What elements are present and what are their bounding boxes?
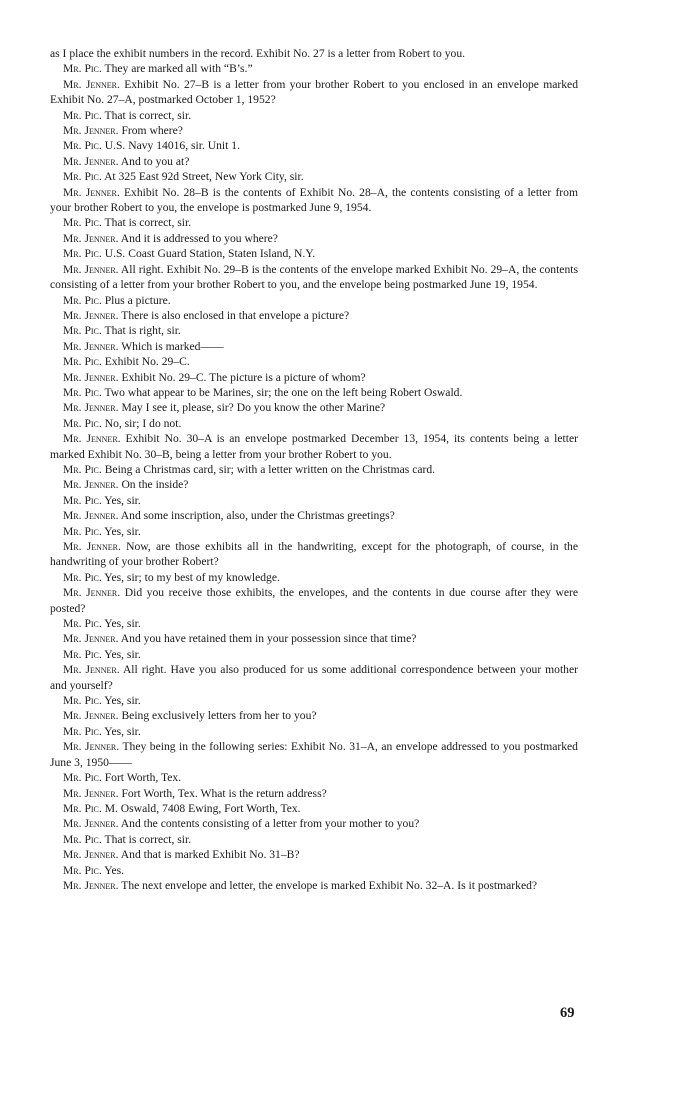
speaker-label: Mr. Pic. [63,771,102,785]
speaker-label: Mr. Pic. [63,801,102,815]
paragraph-text: Yes, sir. [104,647,141,661]
speaker-label: Mr. Pic. [63,724,102,738]
transcript-paragraph [50,708,578,723]
speaker-label: Mr. Jenner. [63,786,119,800]
paragraph-text: That is correct, sir. [104,216,192,230]
speaker-label: Mr. Pic. [63,324,102,338]
transcript-paragraph [50,154,578,169]
transcript-paragraph [50,354,578,369]
paragraph-text: All right. Exhibit No. 29–B is the contents of the envelope marked Exhibit No. 29–A, the contents consisting of a letter from your brother Robert to you, and the envelope being postmarked June 19, 1954. [50,262,578,292]
paragraph-text: Yes. [104,863,125,877]
transcript-paragraph [50,385,578,400]
transcript-paragraph [50,585,578,616]
speaker-label: Mr. Jenner. [63,231,119,245]
paragraph-text: May I see it, please, sir? Do you know the other Marine? [121,401,386,415]
paragraph-text: At 325 East 92d Street, New York City, sir. [104,170,304,184]
paragraph-text: There is also enclosed in that envelope a picture? [121,308,350,322]
speaker-label: Mr. Pic. [63,385,102,399]
paragraph-text: Now, are those exhibits all in the handwriting, except for the photograph, of course, in the handwriting of your brother Robert? [50,540,578,569]
speaker-label: Mr. Pic. [63,170,102,184]
speaker-label: Mr. Jenner. [63,401,119,415]
transcript-paragraph [50,477,578,492]
paragraph-text: Yes, sir. [104,524,141,538]
paragraph-text: as I place the exhibit numbers in the record. Exhibit No. 27 is a letter from Robert to you. [50,47,466,60]
transcript-paragraph [50,108,578,123]
transcript-paragraph [50,847,578,862]
speaker-label: Mr. Pic. [63,524,102,538]
speaker-label: Mr. Jenner. [63,709,119,723]
speaker-label: Mr. Pic. [63,247,102,261]
transcript-paragraph [50,246,578,261]
speaker-label: Mr. Pic. [63,355,102,369]
speaker-label: Mr. Pic. [63,694,102,708]
transcript-paragraph [50,185,578,216]
transcript-page [50,46,578,893]
transcript-paragraph [50,816,578,831]
paragraph-text: And to you at? [120,154,190,168]
transcript-paragraph [50,662,578,693]
transcript-paragraph [50,693,578,708]
transcript-paragraph [50,77,578,108]
speaker-label: Mr. Jenner. [63,848,119,862]
transcript-paragraph [50,863,578,878]
paragraph-text: And the contents consisting of a letter from your mother to you? [120,817,420,831]
speaker-label: Mr. Jenner. [63,632,119,646]
paragraph-text: Exhibit No. 28–B is the contents of Exhibit No. 28–A, the contents consisting of a letter from your brother Robert to you, the envelope is postmarked June 9, 1954. [50,185,578,215]
transcript-paragraph [50,138,578,153]
transcript-paragraph [50,431,578,462]
speaker-label: Mr. Pic. [63,62,102,76]
speaker-label: Mr. Pic. [63,570,102,584]
transcript-paragraph [50,724,578,739]
speaker-label: Mr. Pic. [63,216,102,230]
paragraph-text: Exhibit No. 29–C. The picture is a picture of whom? [121,370,366,384]
transcript-paragraph [50,123,578,138]
paragraph-text: Being a Christmas card, sir; with a letter written on the Christmas card. [104,462,436,476]
speaker-label: Mr. Jenner. [63,478,119,492]
speaker-label: Mr. Jenner. [63,432,121,446]
transcript-paragraph [50,832,578,847]
paragraph-text: And you have retained them in your possession since that time? [120,632,417,646]
paragraph-text: M. Oswald, 7408 Ewing, Fort Worth, Tex. [104,801,301,815]
speaker-label: Mr. Jenner. [63,540,121,553]
speaker-label: Mr. Pic. [63,293,102,307]
paragraph-text: That is correct, sir. [104,108,192,122]
paragraph-text: They are marked all with “B’s.” [104,62,253,76]
paragraph-text: They being in the following series: Exhibit No. 31–A, an envelope addressed to you postmarked June 3, 1950—— [50,740,578,769]
transcript-paragraph [50,323,578,338]
speaker-label: Mr. Pic. [63,493,102,507]
speaker-label: Mr. Jenner. [63,586,121,600]
paragraph-text: From where? [121,124,183,138]
transcript-paragraph [50,169,578,184]
paragraph-text: Yes, sir. [104,724,141,738]
paragraph-text: All right. Have you also produced for us some additional correspondence between your mother and yourself? [50,663,578,692]
paragraph-text: No, sir; I do not. [104,416,182,430]
transcript-paragraph [50,786,578,801]
transcript-paragraph [50,293,578,308]
transcript-paragraph [50,400,578,415]
transcript-paragraph [50,770,578,785]
transcript-paragraph [50,647,578,662]
transcript-paragraph [50,462,578,477]
paragraph-text: Yes, sir. [104,617,141,631]
paragraph-text: Did you receive those exhibits, the envelopes, and the contents in due course after they were posted? [50,586,578,615]
paragraph-text: On the inside? [121,478,189,492]
speaker-label: Mr. Jenner. [63,339,119,353]
transcript-paragraph [50,631,578,646]
transcript-paragraph [50,308,578,323]
speaker-label: Mr. Jenner. [63,185,120,199]
transcript-paragraph [50,508,578,523]
speaker-label: Mr. Pic. [63,139,102,153]
paragraph-text: And some inscription, also, under the Christmas greetings? [120,509,395,523]
paragraph-text: And it is addressed to you where? [120,231,278,245]
speaker-label: Mr. Jenner. [63,509,119,523]
paragraph-text: And that is marked Exhibit No. 31–B? [120,848,300,862]
transcript-paragraph [50,739,578,770]
paragraph-text: That is right, sir. [104,324,181,338]
speaker-label: Mr. Jenner. [63,262,119,276]
paragraph-text: Yes, sir. [104,493,141,507]
paragraph-text: Plus a picture. [104,293,171,307]
paragraph-text: Exhibit No. 30–A is an envelope postmarked December 13, 1954, its contents being a letter marked Exhibit No. 30–B, being a letter from your brother Robert to you. [50,432,578,461]
paragraph-text: Exhibit No. 29–C. [104,355,190,369]
paragraph-text: Fort Worth, Tex. [104,771,182,785]
speaker-label: Mr. Jenner. [63,370,119,384]
paragraph-text: U.S. Coast Guard Station, Staten Island, N.Y. [104,247,316,261]
transcript-paragraph [50,339,578,354]
transcript-paragraph [50,801,578,816]
speaker-label: Mr. Jenner. [63,740,120,754]
paragraph-text: Yes, sir. [104,694,141,708]
paragraph-text: That is correct, sir. [104,832,192,846]
speaker-label: Mr. Pic. [63,416,102,430]
speaker-label: Mr. Jenner. [63,124,119,138]
paragraph-text: Being exclusively letters from her to you? [121,709,317,723]
transcript-paragraph [50,61,578,76]
speaker-label: Mr. Jenner. [63,878,119,892]
speaker-label: Mr. Pic. [63,108,102,122]
paragraph-text: Exhibit No. 27–B is a letter from your brother Robert to you enclosed in an envelope marked Exhibit No. 27–A, postmarked October 1, 1952? [50,77,578,107]
page-number: 69 [560,1005,575,1021]
speaker-label: Mr. Pic. [63,647,102,661]
speaker-label: Mr. Jenner. [63,817,119,831]
speaker-label: Mr. Pic. [63,462,102,476]
transcript-paragraph [50,231,578,246]
paragraph-text: The next envelope and letter, the envelope is marked Exhibit No. 32–A. Is it postmarked? [121,878,538,892]
transcript-paragraph [50,878,578,893]
speaker-label: Mr. Pic. [63,832,102,846]
paragraph-text: U.S. Navy 14016, sir. Unit 1. [104,139,240,153]
speaker-label: Mr. Jenner. [63,154,119,168]
paragraph-text: Fort Worth, Tex. What is the return address? [121,786,327,800]
speaker-label: Mr. Jenner. [63,308,119,322]
transcript-paragraph [50,570,578,585]
transcript-paragraph [50,46,578,61]
speaker-label: Mr. Jenner. [63,77,120,91]
transcript-paragraph [50,416,578,431]
speaker-label: Mr. Pic. [63,863,102,877]
paragraph-text: Yes, sir; to my best of my knowledge. [104,570,280,584]
speaker-label: Mr. Pic. [63,617,102,631]
transcript-paragraph [50,539,578,570]
transcript-paragraph [50,493,578,508]
transcript-paragraph [50,524,578,539]
transcript-paragraph [50,370,578,385]
paragraph-text: Which is marked—— [121,339,224,353]
transcript-paragraph [50,616,578,631]
transcript-paragraph [50,262,578,293]
paragraph-text: Two what appear to be Marines, sir; the one on the left being Robert Oswald. [104,385,463,399]
transcript-paragraph [50,215,578,230]
speaker-label: Mr. Jenner. [63,663,120,677]
